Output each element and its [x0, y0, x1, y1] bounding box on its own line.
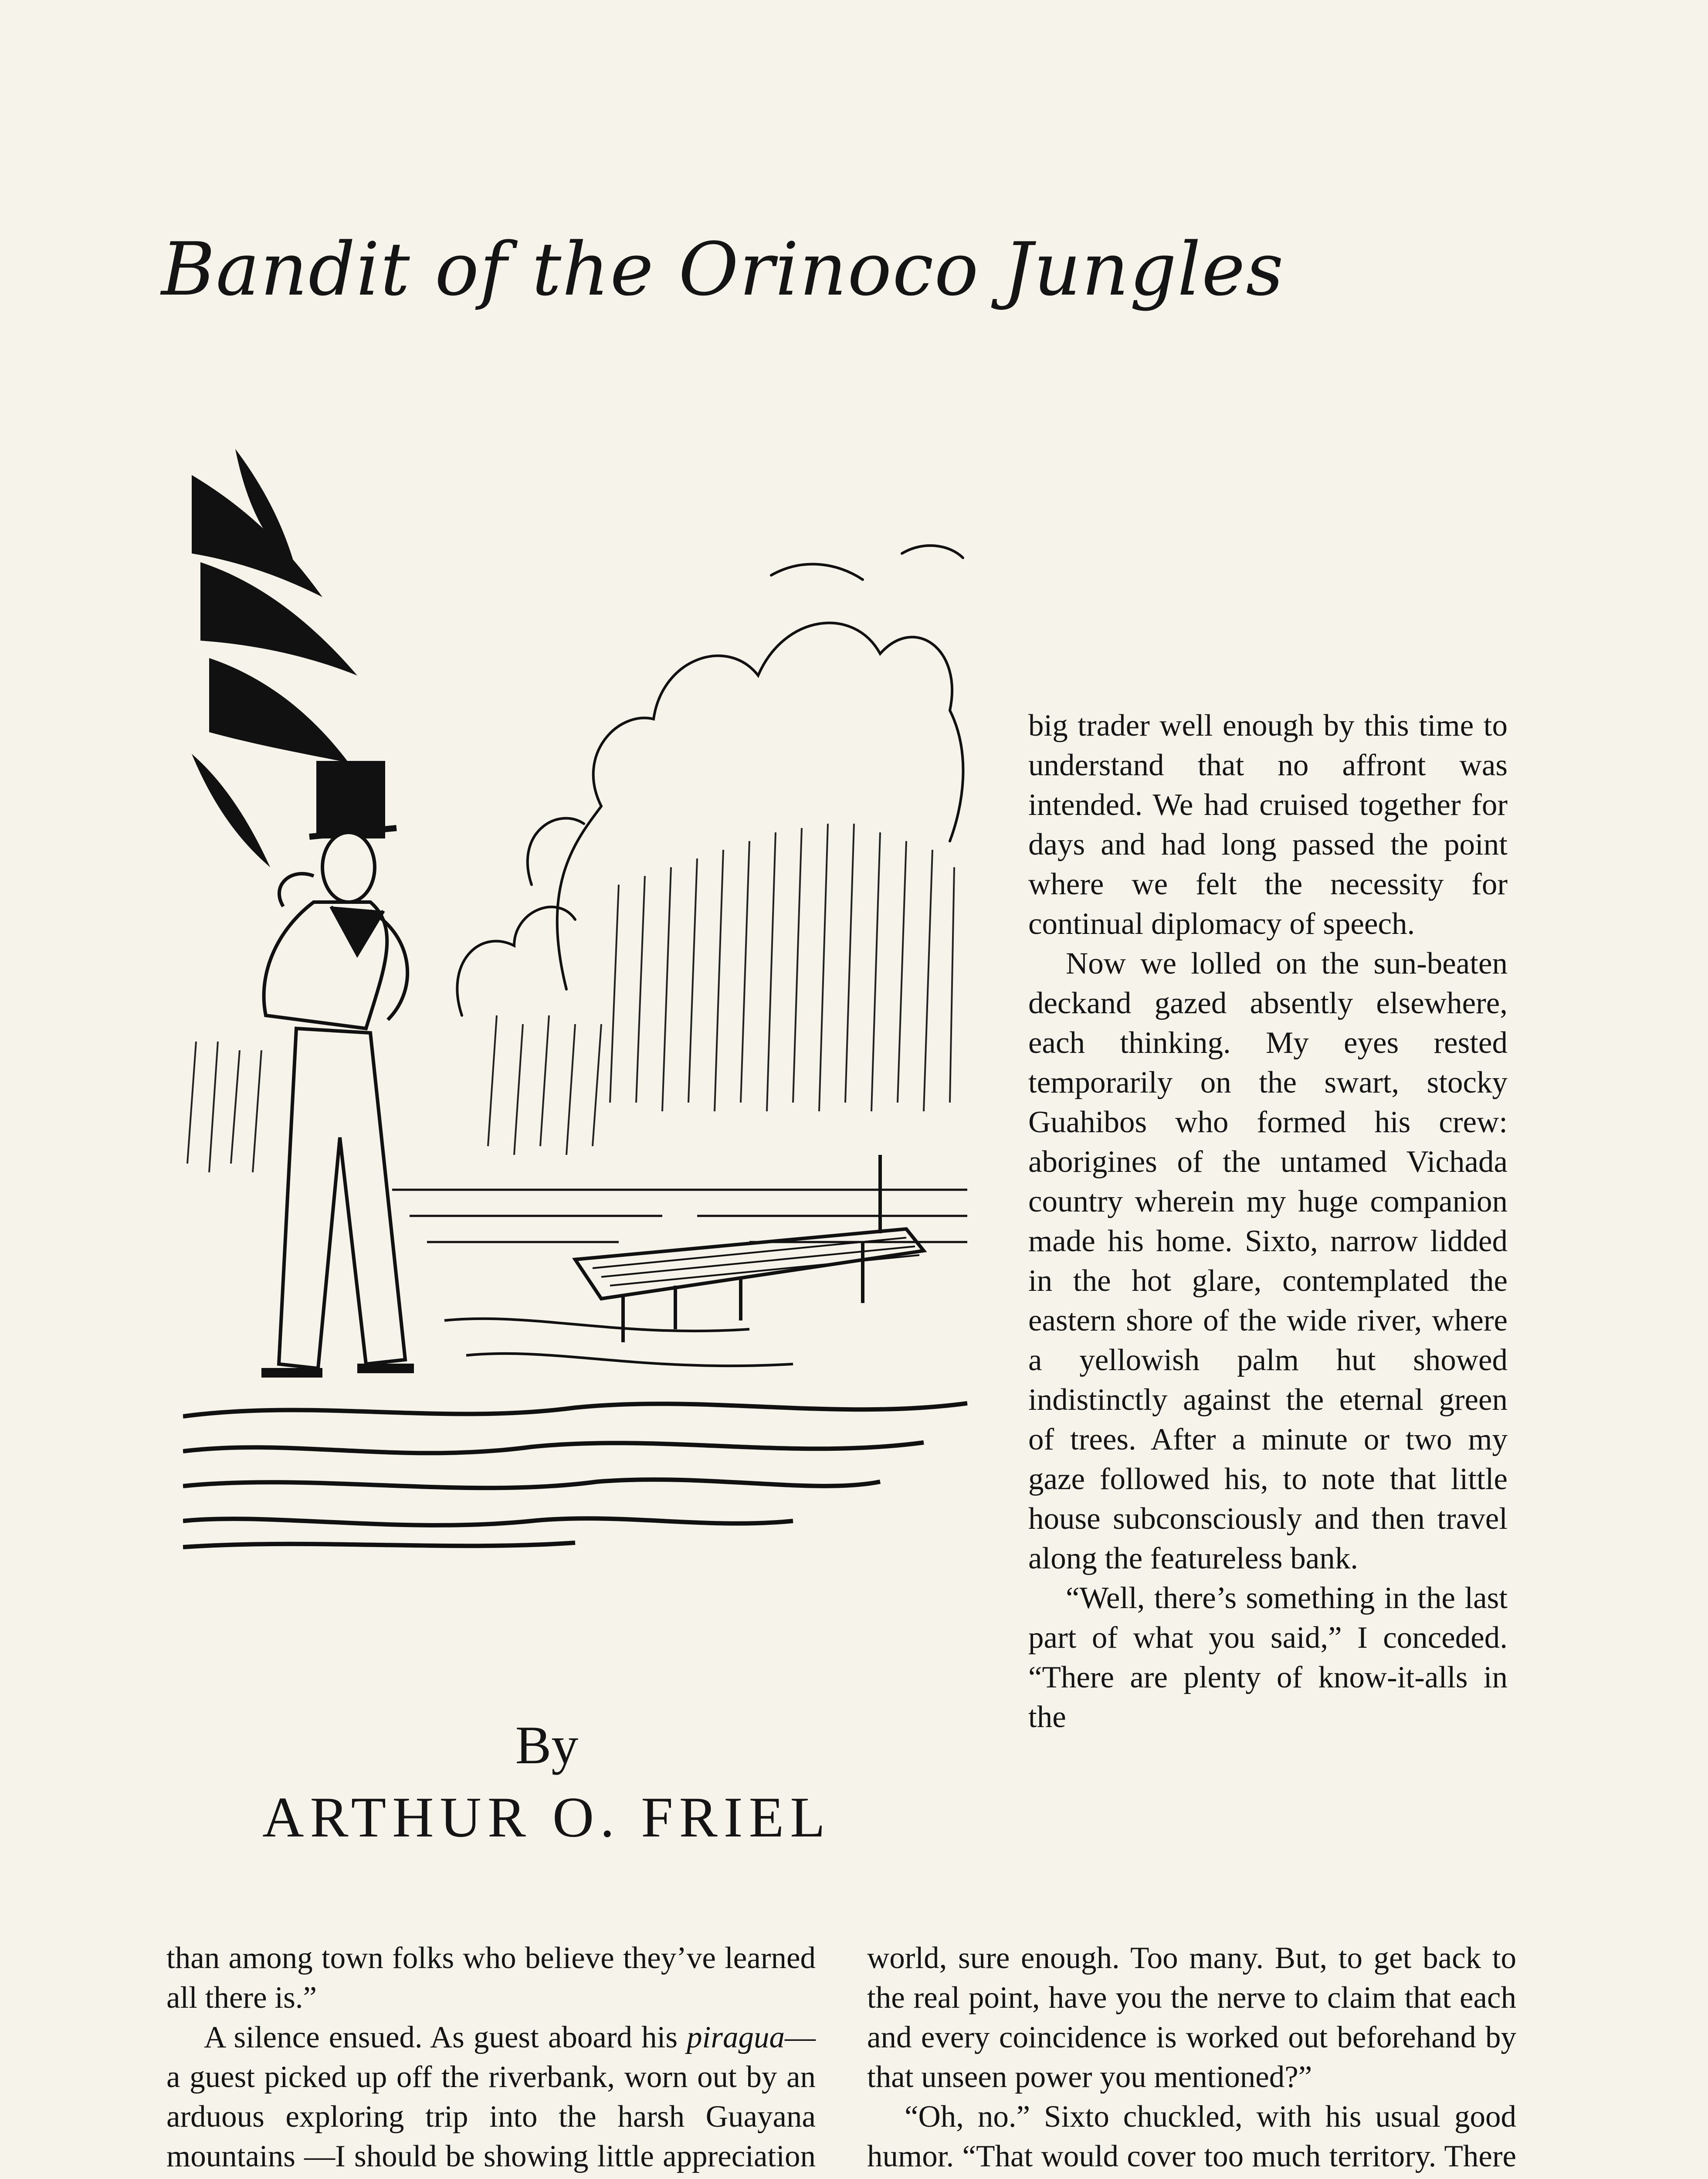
paragraph: “Well, there’s something in the last part of what you said,” I conceded. “There are plenty of know-it-alls in the	[1028, 1581, 1508, 1734]
paragraph	[166, 2018, 816, 2179]
paragraph: world, sure enough. Too many. But, to get back to the real point, have you the nerve to claim that each and every coincidence is worked out beforehand by that unseen power you mentioned?”	[867, 1941, 1516, 2094]
italic-term: piragua	[687, 2020, 785, 2054]
paragraph: than among town folks who believe they’ve learned all there is.”	[166, 1941, 816, 2015]
text-run: A silence ensued. As guest aboard his	[204, 2020, 687, 2054]
text-run: —a guest picked up off the riverbank, worn out by an arduous exploring trip into the harsh Guayana mountains —I should be showing little appreciation	[166, 2020, 816, 2173]
river-jungle-illustration	[183, 449, 972, 1556]
column-right-bottom	[867, 1938, 1516, 2179]
paragraph: “Oh, no.” Sixto chuckled, with his usual good humor. “That would cover too much territory. There	[867, 2100, 1516, 2173]
paragraph: Now we lolled on the sun-beaten deckand gazed absently elsewhere, each thinking. My eyes rested temporarily on the swart, stocky Guahibos who formed his crew: aborigines of the untamed Vichada country wherein my huge companion made his home. Sixto, narrow lidded in the hot glare, contemplated the eastern shore of the wide river, where a yellowish palm hut showed indistinctly against the eternal green of trees. After a minute or two my gaze followed his, to note that little house subconsciously and then travel along the featureless bank.	[1028, 947, 1508, 1575]
paragraph: big trader well enough by this time to understand that no affront was intended. We had cruised together for days and had long passed the point where we felt the necessity for continual diplomacy of speech.	[1028, 709, 1508, 941]
byline-by: By	[515, 1715, 579, 1775]
story-title: Bandit of the Orinoco Jungles	[161, 227, 1284, 312]
column-left	[166, 1938, 816, 2179]
author-name: ARTHUR O. FRIEL	[262, 1785, 831, 1849]
byline	[166, 1713, 928, 1852]
column-right-top	[1028, 706, 1508, 1737]
